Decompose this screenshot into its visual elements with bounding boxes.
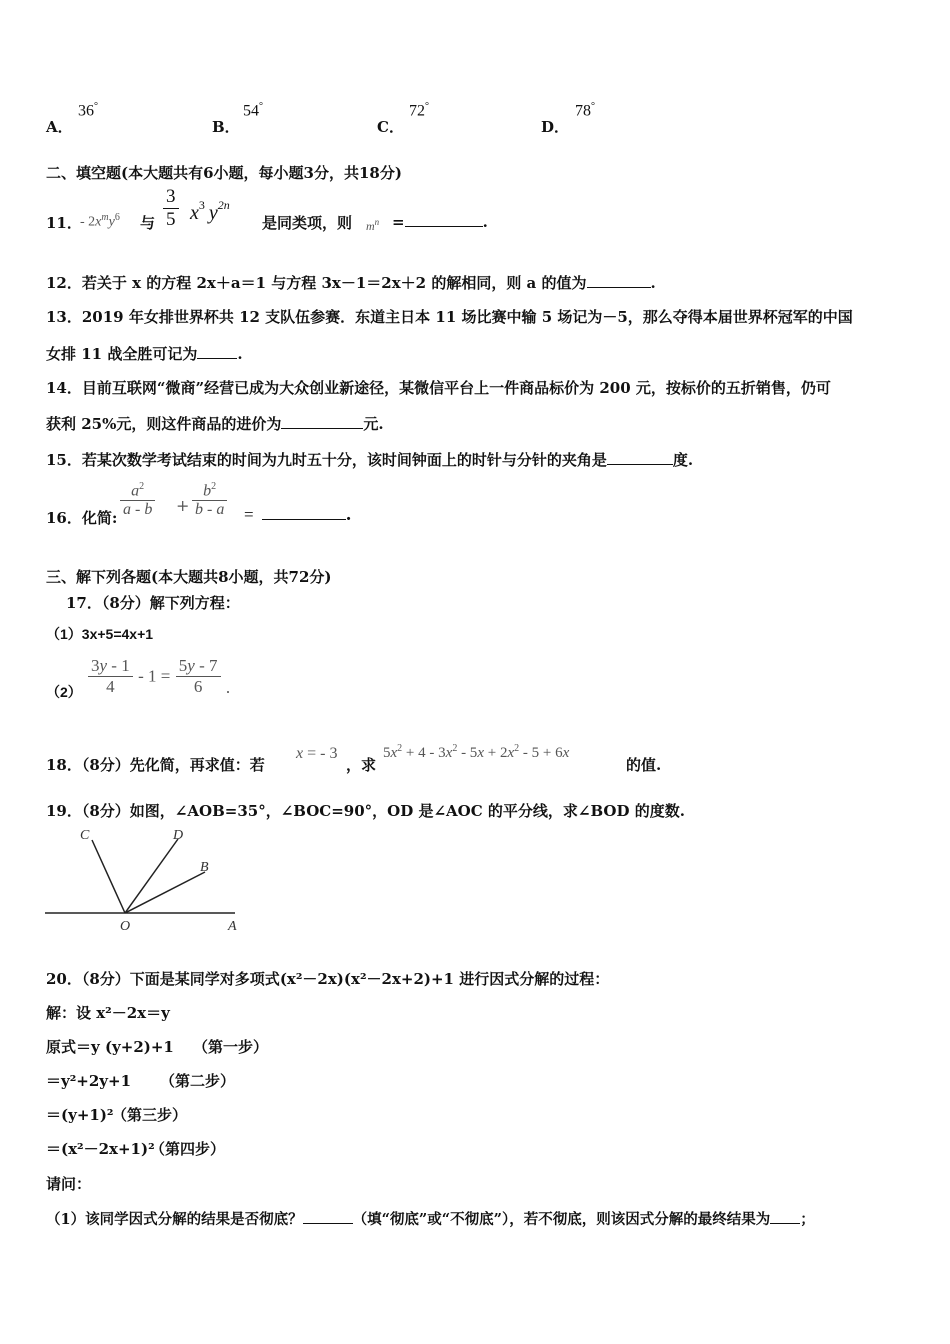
answer-blank[interactable] [197, 344, 237, 359]
option-c-value: 72° [409, 101, 429, 120]
q11-mn: $m^n$ [366, 217, 380, 233]
section-3-heading: 三、解下列各题(本大题共8小题，共72分) [46, 568, 332, 586]
q18-comma: ，求 [346, 756, 377, 774]
q13-line2: 女排 11 战全胜可记为 . [46, 345, 243, 363]
label-b: B [200, 860, 209, 875]
q16-label: 16．化简: [46, 509, 118, 527]
q20-step0: 解：设 x²－2x＝y [46, 1004, 170, 1022]
section-2-heading: 二、填空题(本大题共有6小题，每小题3分，共18分) [46, 164, 402, 182]
q11-with: 与 [140, 214, 156, 232]
q12: 12．若关于 x 的方程 2x＋a＝1 与方程 3x－1＝2x＋2 的解相同，则 a 的值为 . [46, 274, 656, 292]
q20-step1: 原式＝y (y+2)+1 [46, 1038, 174, 1056]
q20-step1-tag: （第一步） [193, 1038, 269, 1056]
q14-line2: 获利 25%元，则这件商品的进价为 元. [46, 415, 384, 433]
q18-condition: x = - 3 [296, 745, 338, 762]
q20-step4: ＝(x²－2x+1)² [46, 1140, 155, 1158]
answer-blank[interactable] [607, 450, 673, 465]
answer-blank[interactable] [405, 212, 483, 227]
q19-text: 19．（8分）如图，∠AOB=35°，∠BOC=90°，OD 是∠AOC 的平分线，求∠BOD 的度数. [46, 802, 685, 820]
q14-line1: 14．目前互联网“微商”经营已成为大众创业新途径，某微信平台上一件商品标价为 200 元，按标价的五折销售，仍可 [46, 379, 831, 397]
ray-ob [125, 872, 205, 913]
q17-part2-label: （2） [46, 684, 82, 700]
q19-angle-figure [40, 824, 250, 934]
q17-equation: $\frac{3y - 1}{4}$ - 1 = $\frac{5y - 7}{6}$ . [88, 656, 230, 698]
label-d: D [173, 828, 184, 843]
q11-term2: $x^3$ $y^{2n}$ [190, 198, 230, 224]
label-o: O [120, 919, 131, 934]
answer-blank[interactable] [281, 414, 363, 429]
q15: 15．若某次数学考试结束的时间为九时五十分，该时间钟面上的时针与分针的夹角是 度. [46, 451, 694, 469]
q16-plus: + [176, 496, 190, 515]
label-c: C [80, 828, 90, 843]
answer-blank[interactable] [303, 1209, 353, 1224]
q11-text: 是同类项，则 [262, 214, 353, 232]
q16-fraction-1: $\frac{a^2}{a - b}$ [120, 481, 155, 519]
q20-step2-tag: （第二步） [160, 1072, 236, 1090]
option-d-value: 78° [575, 101, 595, 120]
q11-term1: - $2x^my^6$ [80, 212, 120, 230]
ray-oc [92, 840, 125, 913]
q20-step3: ＝(y+1)² [46, 1106, 114, 1124]
q20-head: 20．（8分）下面是某同学对多项式(x²－2x)(x²－2x+2)+1 进行因式分解的过程： [46, 970, 610, 988]
q18-expression: $5x^2 + 4 - 3x^2 - 5x + 2x^2 - 5 + 6x$ [383, 743, 570, 761]
q17-part1: （1）3x+5=4x+1 [46, 626, 154, 642]
q13-line1: 13．2019 年女排世界杯共 12 支队伍参赛．东道主日本 11 场比赛中输 5 场记为－5，那么夺得本届世界杯冠军的中国 [46, 308, 853, 326]
q20-step3-tag: （第三步） [112, 1106, 188, 1124]
q16-answer: = . [244, 505, 352, 525]
q17-head: 17．（8分）解下列方程： [66, 594, 240, 612]
q20-step2: ＝y²+2y+1 [46, 1072, 132, 1090]
option-a: A． [46, 118, 73, 136]
q11-fraction: $\frac{3}{5}$ [163, 186, 179, 231]
ray-od [125, 839, 178, 913]
option-b-value: 54° [243, 101, 263, 120]
q11-number: 11． [46, 214, 82, 232]
answer-blank[interactable] [587, 273, 651, 288]
q20-step4-tag: （第四步） [150, 1140, 226, 1158]
option-b: B． [212, 118, 240, 136]
label-a: A [228, 919, 237, 934]
q20-part1: （1）该同学因式分解的结果是否彻底？ （填“彻底”或“不彻底”），若不彻底，则该因式分解的最终结果为 ； [46, 1211, 815, 1228]
q18-end: 的值. [626, 756, 662, 774]
q16-fraction-2: $\frac{b^2}{b - a}$ [192, 481, 227, 519]
option-c: C． [377, 118, 404, 136]
q18-head: 18．（8分）先化简，再求值：若 [46, 756, 265, 774]
answer-blank[interactable] [262, 505, 346, 520]
q11-answer: = . [392, 213, 488, 231]
answer-blank[interactable] [770, 1209, 800, 1224]
option-d: D． [541, 118, 570, 136]
q20-ask: 请问： [46, 1175, 92, 1193]
option-a-value: 36° [78, 101, 98, 120]
